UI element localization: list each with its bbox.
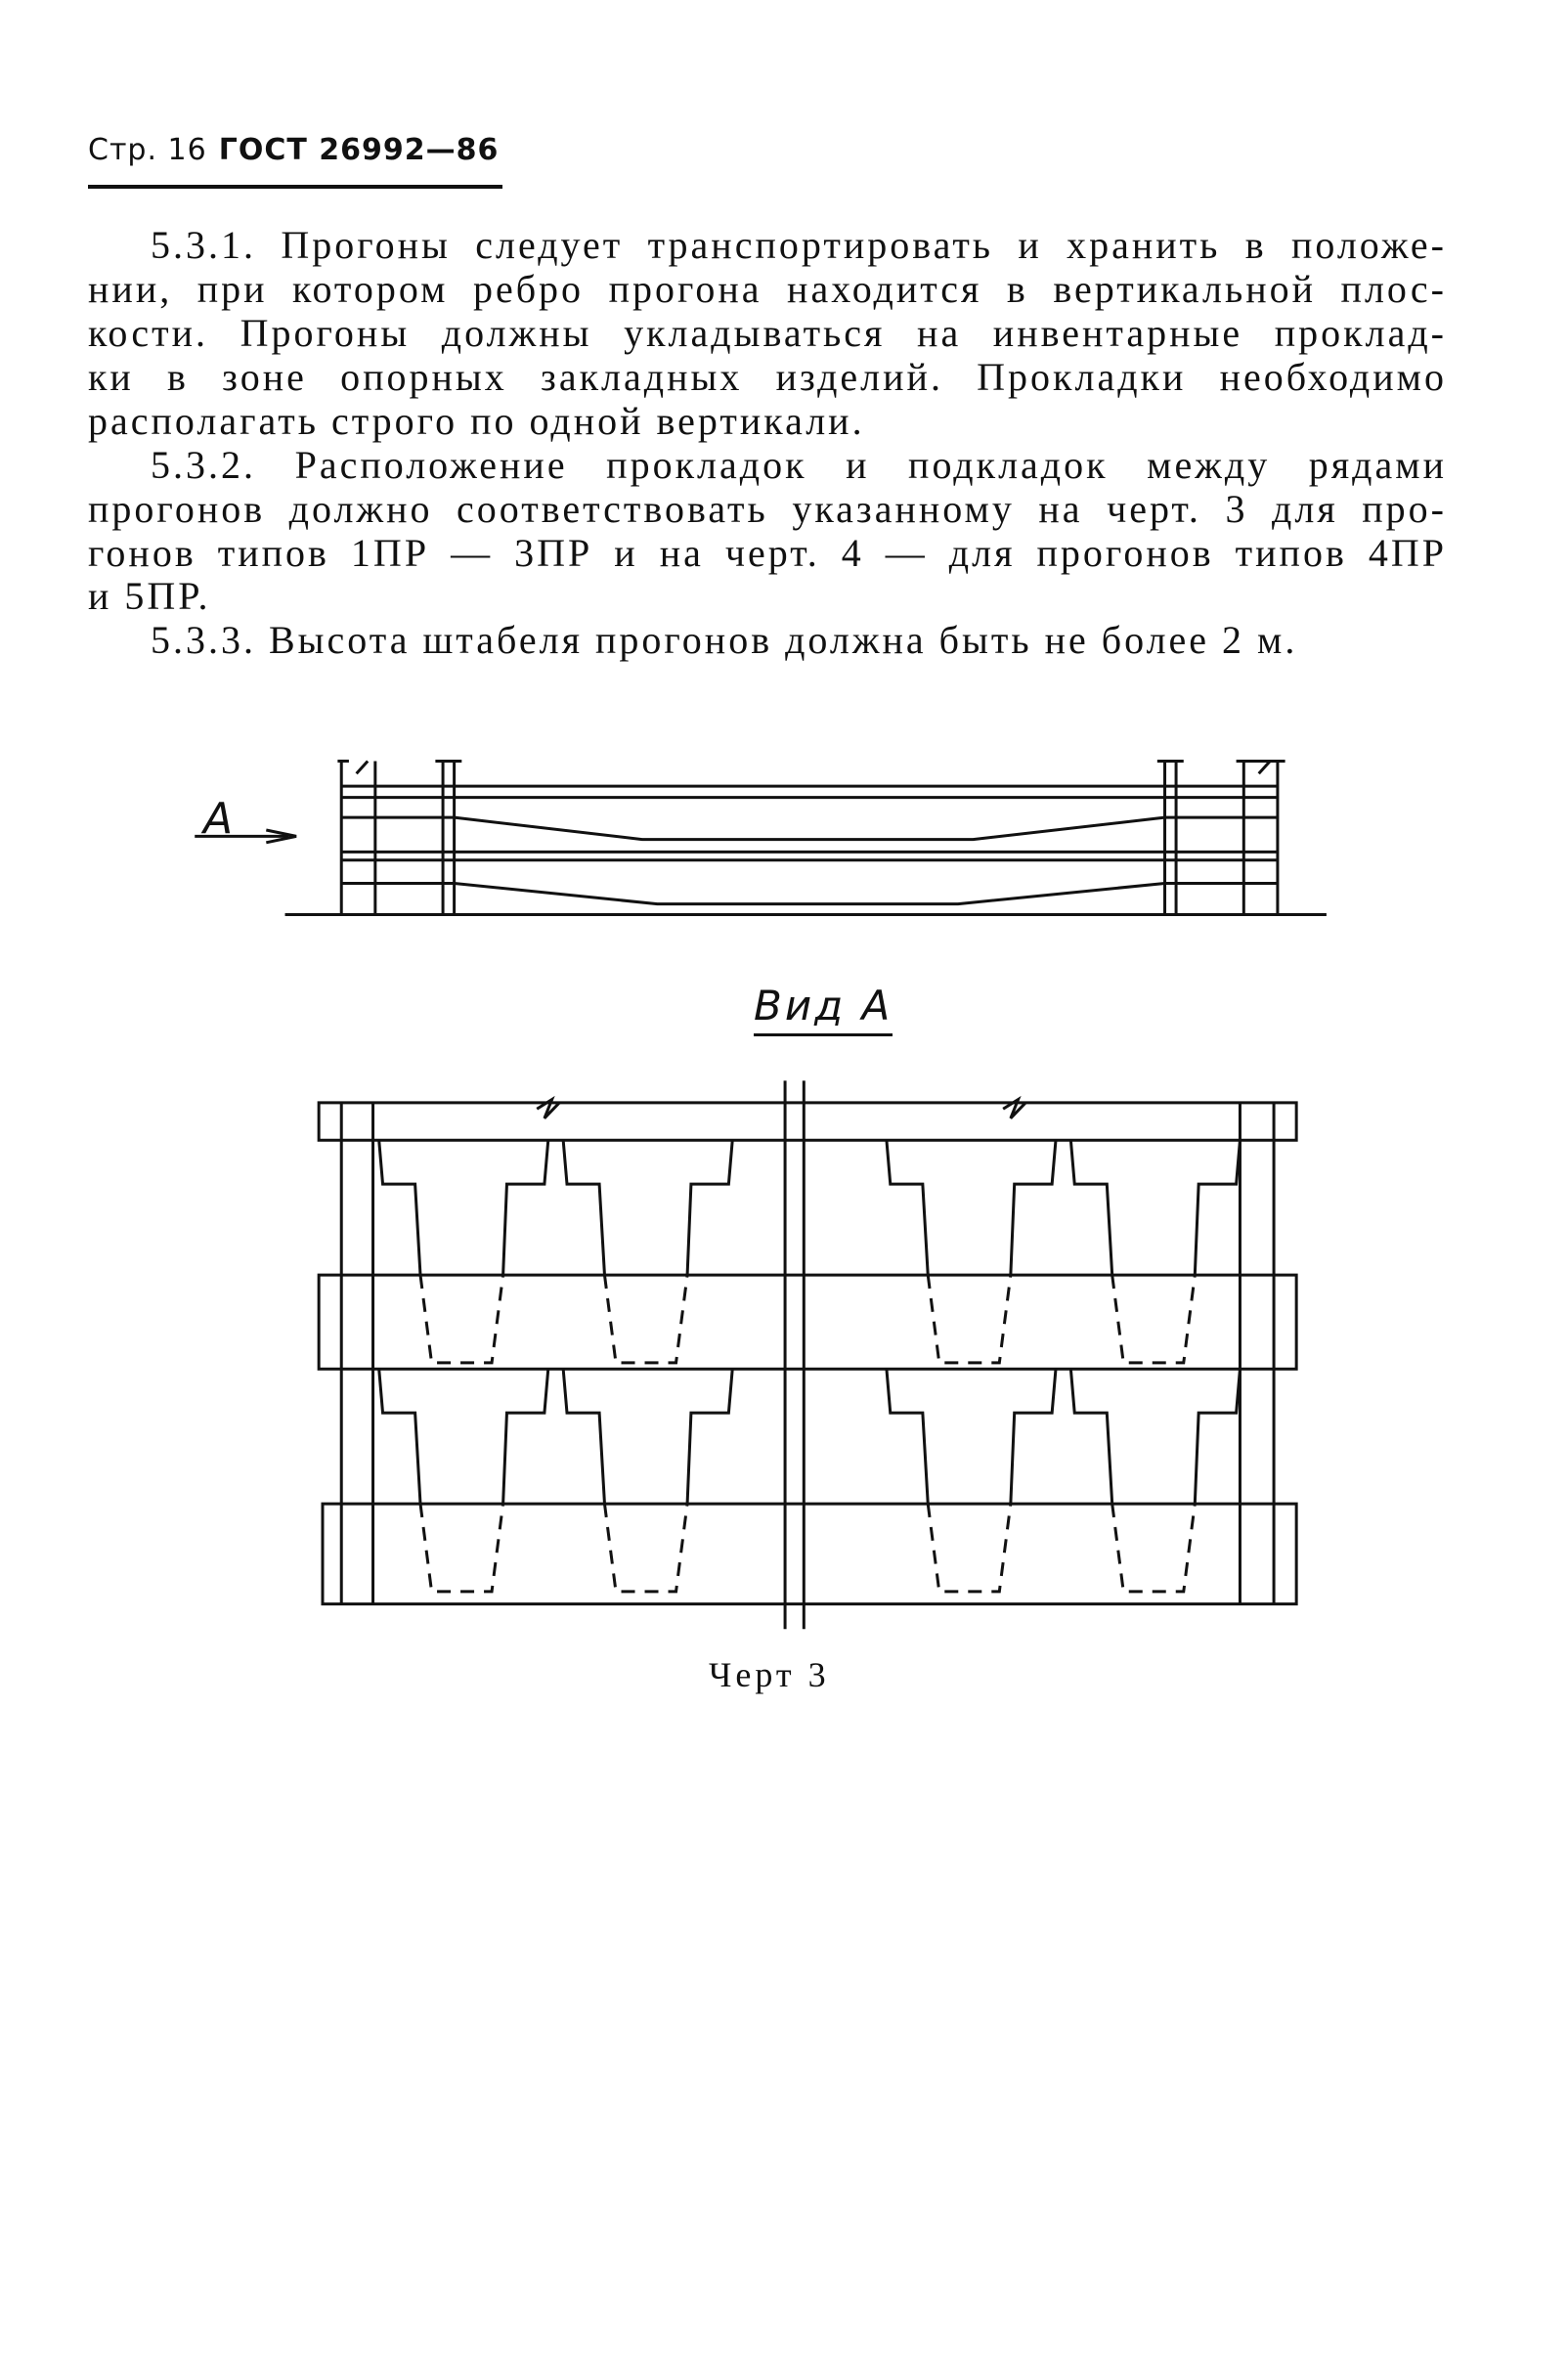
purlin-outline: [379, 1140, 420, 1275]
purlin-outline: [503, 1369, 548, 1504]
text-line: ки в зоне опорных закладных изделий. Прокладки необходимо: [88, 355, 1447, 399]
arrow-label: А: [203, 794, 234, 844]
purlin-outline: [687, 1369, 732, 1504]
header-rule: [88, 185, 502, 189]
view-label: Вид А: [754, 982, 893, 1036]
board: [323, 1504, 1296, 1604]
text-line: 5.3.1. Прогоны следует транспортировать и хранить в положе-: [151, 223, 1447, 267]
break-mark: [357, 761, 369, 773]
purlin-outline: [687, 1140, 732, 1275]
figure-caption: Черт 3: [709, 1655, 830, 1694]
purlin-outline: [563, 1369, 604, 1504]
purlin-outline: [887, 1140, 928, 1275]
purlin-hidden: [1112, 1504, 1196, 1592]
purlin-hidden: [420, 1504, 503, 1592]
page-header: [88, 133, 499, 167]
purlin-outline: [1011, 1369, 1056, 1504]
text-line: кости. Прогоны должны укладываться на инвентарные проклад-: [88, 311, 1447, 355]
text-line: прогонов должно соответствовать указанному на черт. 3 для про-: [88, 487, 1447, 531]
purlin-outline: [887, 1369, 928, 1504]
side-view: [195, 761, 1327, 914]
purlin-outline: [1070, 1369, 1111, 1504]
text-line: 5.3.2. Расположение прокладок и подкладок между рядами: [151, 443, 1447, 487]
purlin-sag: [455, 883, 1165, 903]
purlin-sag: [455, 817, 1165, 839]
front-view-a: [319, 1080, 1296, 1629]
purlin-hidden: [604, 1504, 687, 1592]
text-line: располагать строго по одной вертикали.: [88, 399, 865, 443]
purlin-hidden: [604, 1275, 687, 1363]
purlin-outline: [563, 1140, 604, 1275]
purlin-outline: [1070, 1140, 1111, 1275]
text-line: гонов типов 1ПР — 3ПР и на черт. 4 — для прогонов типов 4ПР: [88, 531, 1447, 575]
text-line: нии, при котором ребро прогона находится в вертикальной плос-: [88, 267, 1447, 311]
text-line: и 5ПР.: [88, 574, 211, 618]
board: [319, 1103, 1296, 1140]
stacking-drawing: [176, 723, 1349, 1701]
purlin-outline: [1195, 1369, 1240, 1504]
purlin-hidden: [928, 1275, 1011, 1363]
break-mark: [1259, 761, 1271, 773]
board: [319, 1275, 1296, 1369]
purlin-hidden: [420, 1275, 503, 1363]
purlin-outline: [379, 1369, 420, 1504]
page-number: Стр. 16: [88, 133, 207, 167]
standard-number: ГОСТ 26992—86: [218, 133, 500, 167]
purlin-outline: [1011, 1140, 1056, 1275]
purlin-outline: [503, 1140, 548, 1275]
purlin-hidden: [1112, 1275, 1196, 1363]
purlin-outline: [1195, 1140, 1240, 1275]
purlin-hidden: [928, 1504, 1011, 1592]
text-line: 5.3.3. Высота штабеля прогонов должна быть не более 2 м.: [151, 618, 1298, 662]
